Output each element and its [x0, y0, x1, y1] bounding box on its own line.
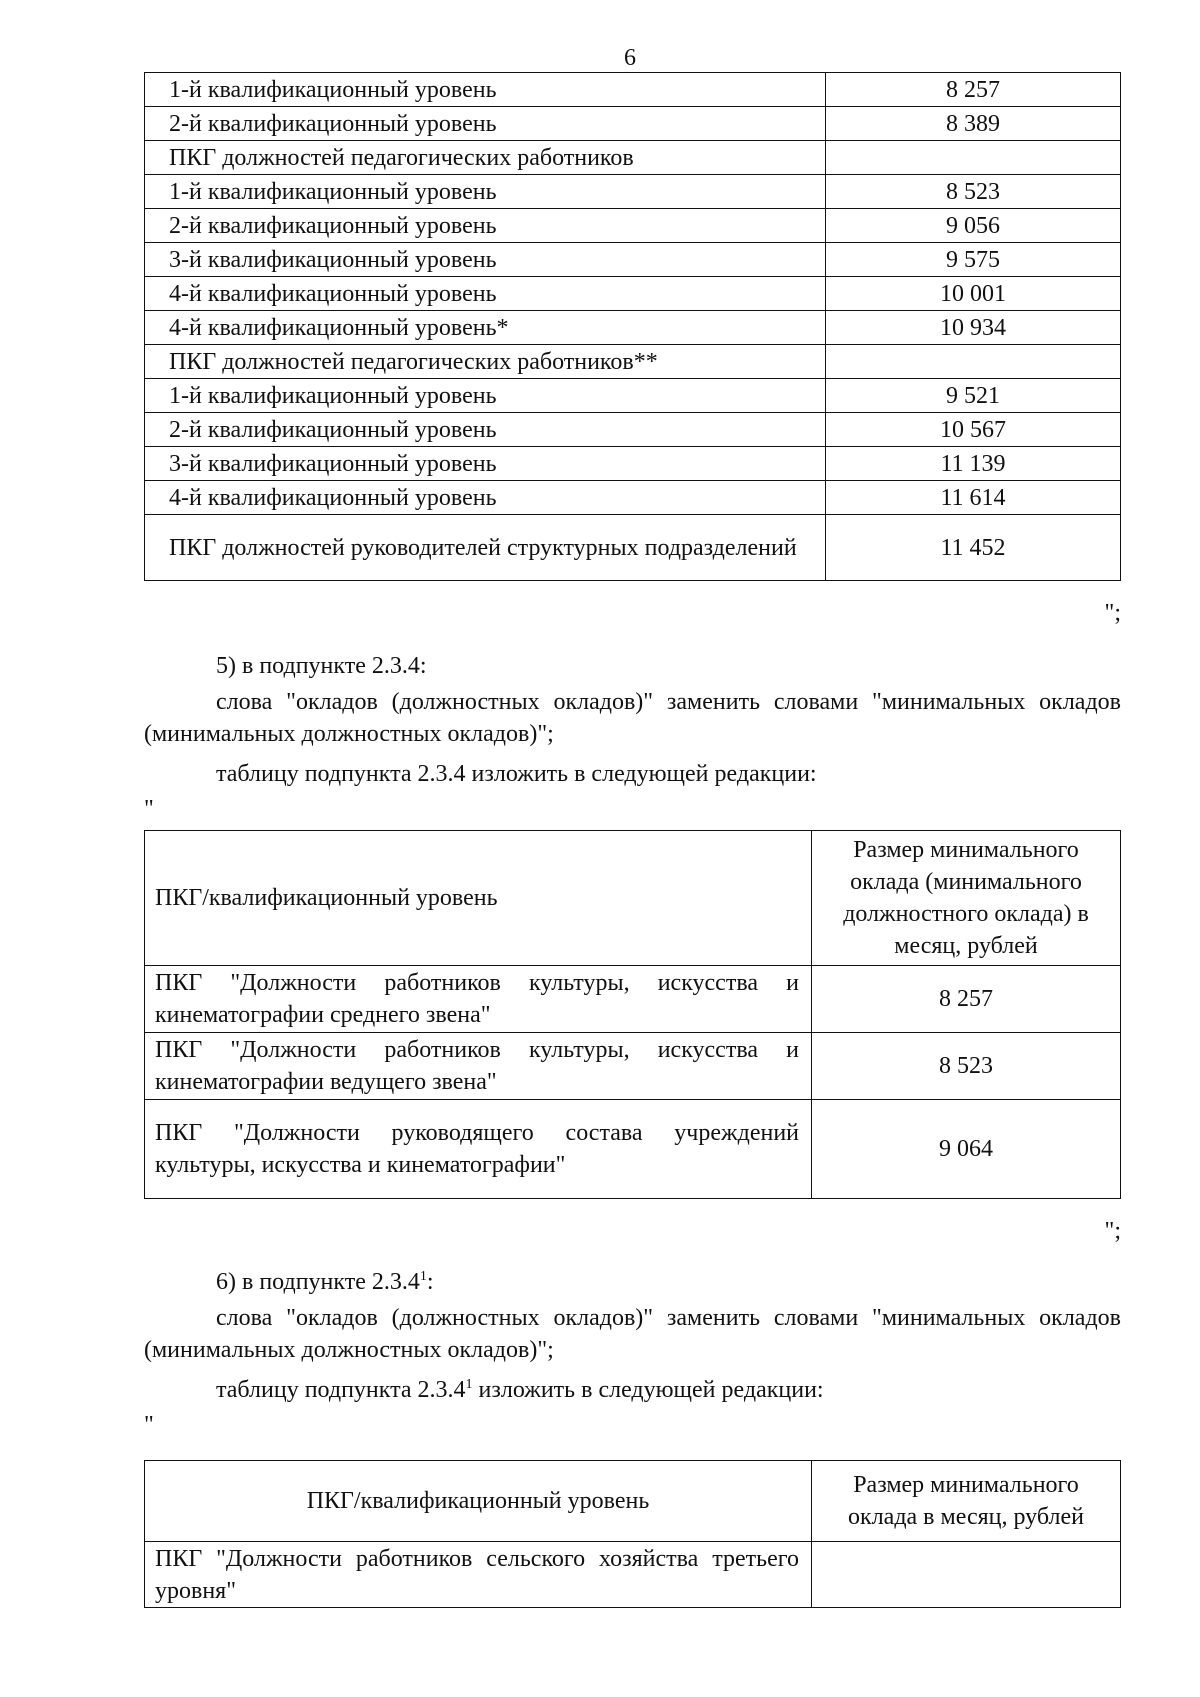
superscript: 1 [419, 1269, 427, 1284]
table-row [145, 311, 1121, 345]
table-cell-label: ПКГ "Должности работников культуры, искусства и кинематографии ведущего звена" [145, 1033, 812, 1100]
table-header-row [145, 831, 1121, 966]
table-header-value: Размер минимального оклада (минимального должностного оклада) в месяц, рублей [812, 831, 1121, 966]
table-cell-label: 3-й квалификационный уровень [145, 447, 826, 481]
section-6-heading-text: 6) в подпункте 2.3.4 [216, 1269, 420, 1295]
table-row [145, 447, 1121, 481]
table-row [145, 966, 1121, 1033]
table-header-value: Размер минимального оклада в месяц, рублей [812, 1461, 1121, 1542]
table-row [145, 1100, 1121, 1199]
closing-quote: "; [1104, 600, 1121, 626]
table-row [145, 141, 1121, 175]
table-header-label: ПКГ/квалификационный уровень [145, 1461, 812, 1542]
superscript: 1 [465, 1377, 473, 1392]
section-5-heading: 5) в подпункте 2.3.4: [216, 653, 427, 679]
section-6-intro-rest: изложить в следующей редакции: [472, 1377, 824, 1403]
section-6-table-intro [216, 1374, 824, 1406]
table-row [145, 73, 1121, 107]
table-cell-label: ПКГ должностей педагогических работников** [145, 345, 826, 379]
table-cell-value: 10 001 [826, 277, 1121, 311]
table-cell-value: 9 575 [826, 243, 1121, 277]
table-cell-label: 3-й квалификационный уровень [145, 243, 826, 277]
table-row [145, 243, 1121, 277]
table-cell-label: ПКГ должностей педагогических работников [145, 141, 826, 175]
table-cell-value: 11 139 [826, 447, 1121, 481]
table-cell-value: 11 452 [826, 515, 1121, 581]
table-cell-label: 1-й квалификационный уровень [145, 175, 826, 209]
table-row [145, 345, 1121, 379]
table-header-row [145, 1461, 1121, 1542]
table-row [145, 1033, 1121, 1100]
table-cell-label: 4-й квалификационный уровень [145, 277, 826, 311]
section-6-heading [216, 1266, 434, 1298]
table-row [145, 277, 1121, 311]
table-cell-value: 8 389 [826, 107, 1121, 141]
table-row [145, 413, 1121, 447]
table-cell-label: ПКГ "Должности работников сельского хозяйства третьего уровня" [145, 1542, 812, 1608]
table-cell-value: 9 056 [826, 209, 1121, 243]
table-row [145, 379, 1121, 413]
table-cell-value [826, 141, 1121, 175]
table-row [145, 175, 1121, 209]
table-cell-value: 8 257 [812, 966, 1121, 1033]
table-cell-value [812, 1542, 1121, 1608]
section-5-paragraph: слова "окладов (должностных окладов)" заменить словами "минимальных окладов (минимальных должностных окладов)"; [144, 689, 1121, 747]
section-6-heading-colon: : [426, 1269, 434, 1295]
table-row [145, 1542, 1121, 1608]
table-cell-label: ПКГ "Должности работников культуры, искусства и кинематографии среднего звена" [145, 966, 812, 1033]
table-cell-label: 1-й квалификационный уровень [145, 73, 826, 107]
table-cell-label: 4-й квалификационный уровень [145, 481, 826, 515]
table-cell-label: 4-й квалификационный уровень* [145, 311, 826, 345]
table-cell-value: 9 521 [826, 379, 1121, 413]
table-cell-value: 8 523 [812, 1033, 1121, 1100]
section-6-intro-text: таблицу подпункта 2.3.4 [216, 1377, 466, 1403]
section-5-table-intro: таблицу подпункта 2.3.4 изложить в следующей редакции: [216, 761, 817, 787]
table-header-label: ПКГ/квалификационный уровень [145, 831, 812, 966]
page-number: 6 [624, 45, 636, 71]
table-row [145, 481, 1121, 515]
salary-table-pedagogical [144, 72, 1121, 581]
table-cell-label: ПКГ "Должности руководящего состава учреждений культуры, искусства и кинематографии" [145, 1100, 812, 1199]
table-cell-label: 2-й квалификационный уровень [145, 209, 826, 243]
table-cell-label: ПКГ должностей руководителей структурных подразделений [145, 515, 826, 581]
table-row [145, 107, 1121, 141]
table-cell-label: 1-й квалификационный уровень [145, 379, 826, 413]
salary-table-culture [144, 830, 1121, 1199]
table-row [145, 515, 1121, 581]
table-cell-value: 8 523 [826, 175, 1121, 209]
closing-quote: "; [1104, 1218, 1121, 1244]
table-cell-value: 10 567 [826, 413, 1121, 447]
table-row [145, 209, 1121, 243]
opening-quote: " [144, 1412, 154, 1438]
table-cell-label: 2-й квалификационный уровень [145, 413, 826, 447]
salary-table-agriculture [144, 1460, 1121, 1608]
section-6-paragraph: слова "окладов (должностных окладов)" заменить словами "минимальных окладов (минимальных должностных окладов)"; [144, 1305, 1121, 1363]
opening-quote: " [144, 796, 154, 822]
table-cell-value: 9 064 [812, 1100, 1121, 1199]
table-cell-value: 8 257 [826, 73, 1121, 107]
table-cell-value [826, 345, 1121, 379]
table-cell-label: 2-й квалификационный уровень [145, 107, 826, 141]
table-cell-value: 11 614 [826, 481, 1121, 515]
table-cell-value: 10 934 [826, 311, 1121, 345]
